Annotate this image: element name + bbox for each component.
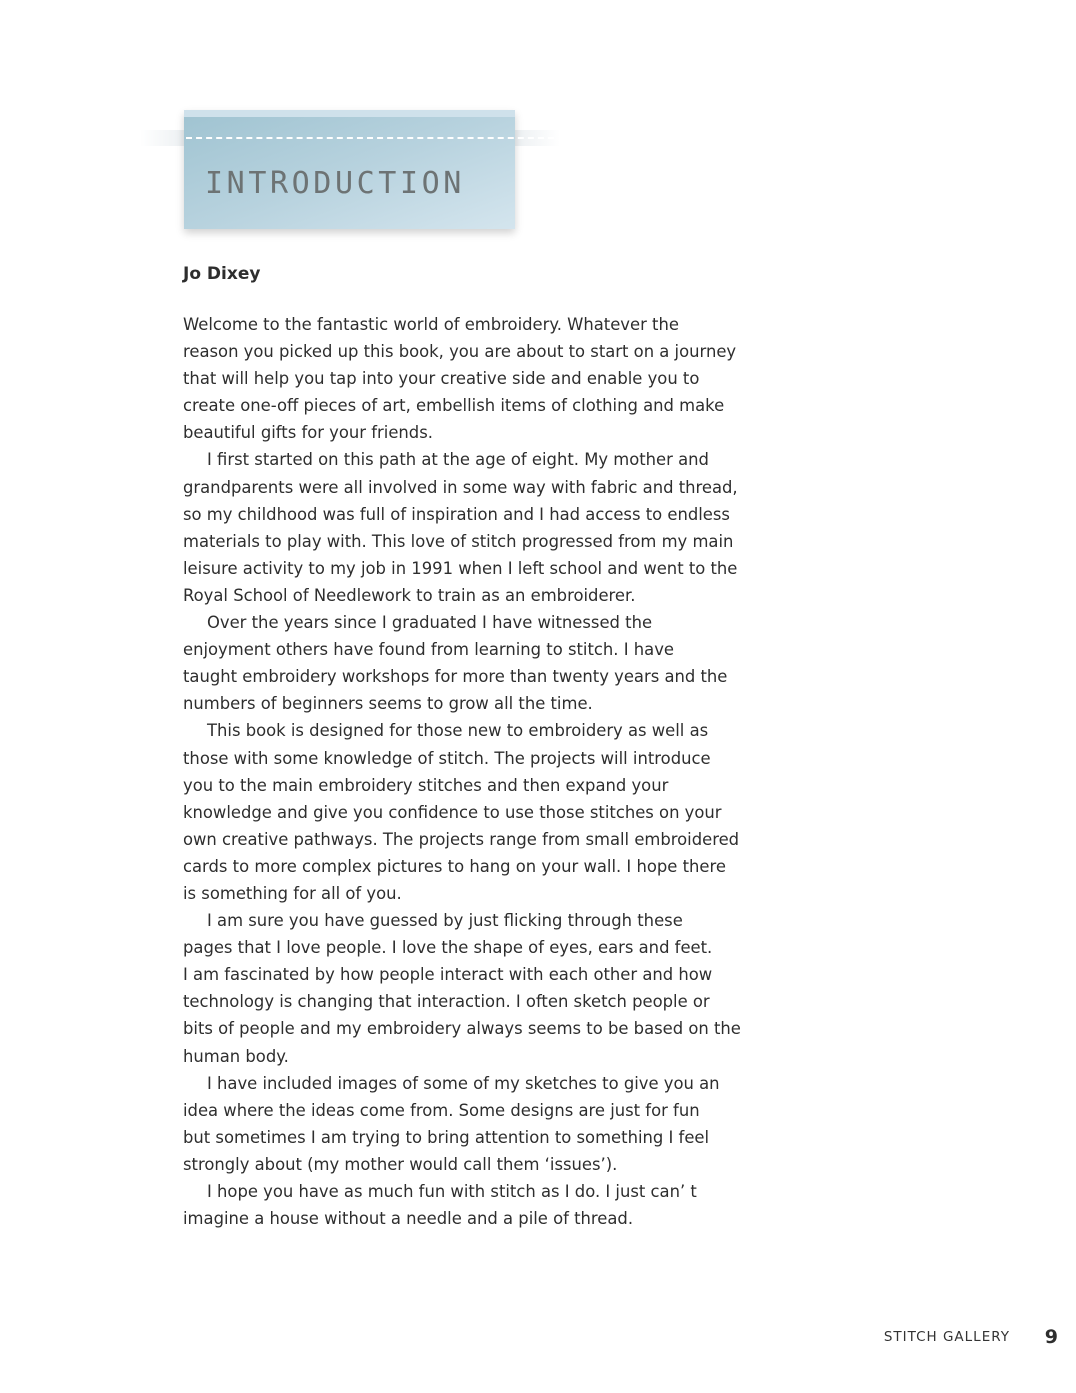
text-line: create one-off pieces of art, embellish items of clothing and make	[183, 396, 725, 416]
text-line: I hope you have as much fun with stitch as I do. I just can’ t	[207, 1182, 697, 1201]
paragraph	[183, 717, 783, 907]
text-line: I am fascinated by how people interact with each other and how	[183, 965, 713, 985]
text-line: reason you picked up this book, you are about to start on a journey	[183, 342, 737, 362]
text-line: Royal School of Needlework to train as an embroiderer.	[183, 585, 636, 605]
paragraph	[183, 311, 783, 446]
text-line: cards to more complex pictures to hang on your wall. I hope there	[183, 856, 726, 876]
paragraph	[183, 1070, 783, 1178]
text-line: own creative pathways. The projects range from small embroidered	[183, 829, 740, 849]
text-line: so my childhood was full of inspiration and I had access to endless	[183, 504, 730, 524]
section-header	[140, 108, 560, 233]
text-line: is something for all of you.	[183, 883, 402, 903]
page-footer	[0, 1327, 1076, 1351]
text-line: human body.	[183, 1046, 289, 1066]
text-line: leisure activity to my job in 1991 when I left school and went to the	[183, 558, 738, 578]
paragraph	[183, 609, 783, 717]
text-line: you to the main embroidery stitches and then expand your	[183, 775, 669, 795]
paragraph	[183, 1178, 783, 1232]
text-line: This book is designed for those new to embroidery as well as	[207, 721, 709, 741]
text-line: pages that I love people. I love the shape of eyes, ears and feet.	[183, 938, 713, 958]
text-line: enjoyment others have found from learning to stitch. I have	[183, 640, 674, 660]
text-line: I am sure you have guessed by just flicking through these	[207, 911, 683, 931]
text-line: Welcome to the fantastic world of embroidery. Whatever the	[183, 315, 679, 334]
page-title: INTRODUCTION	[205, 166, 465, 201]
text-line: knowledge and give you confidence to use those stitches on your	[183, 802, 722, 822]
stitch-dashed-line	[186, 137, 554, 139]
text-line: technology is changing that interaction. I often sketch people or	[183, 992, 710, 1012]
text-line: taught embroidery workshops for more than twenty years and the	[183, 667, 728, 687]
text-line: strongly about (my mother would call them ‘issues’).	[183, 1154, 618, 1174]
text-line: I have included images of some of my sketches to give you an	[207, 1073, 720, 1093]
running-head: STITCH GALLERY	[883, 1329, 1010, 1345]
text-line: those with some knowledge of stitch. The projects will introduce	[183, 748, 711, 768]
text-line: numbers of beginners seems to grow all the time.	[183, 694, 593, 714]
paragraph	[183, 907, 783, 1070]
text-line: materials to play with. This love of stitch progressed from my main	[183, 531, 734, 551]
header-banner	[184, 110, 515, 229]
text-line: beautiful gifts for your friends.	[183, 423, 433, 443]
text-line: Over the years since I graduated I have witnessed the	[207, 613, 653, 633]
text-line: but sometimes I am trying to bring attention to something I feel	[183, 1127, 710, 1147]
text-line: I first started on this path at the age of eight. My mother and	[207, 450, 709, 470]
paragraph	[183, 446, 783, 609]
author-name: Jo Dixey	[183, 264, 261, 284]
header-top-strip	[184, 110, 515, 117]
text-line: grandparents were all involved in some way with fabric and thread,	[183, 477, 738, 497]
text-line: bits of people and my embroidery always seems to be based on the	[183, 1019, 741, 1039]
text-line: that will help you tap into your creative side and enable you to	[183, 369, 700, 389]
text-line: imagine a house without a needle and a pile of thread.	[183, 1209, 634, 1229]
page-number: 9	[1044, 1326, 1058, 1348]
body-text	[183, 311, 783, 1232]
text-line: idea where the ideas come from. Some designs are just for fun	[183, 1100, 700, 1120]
